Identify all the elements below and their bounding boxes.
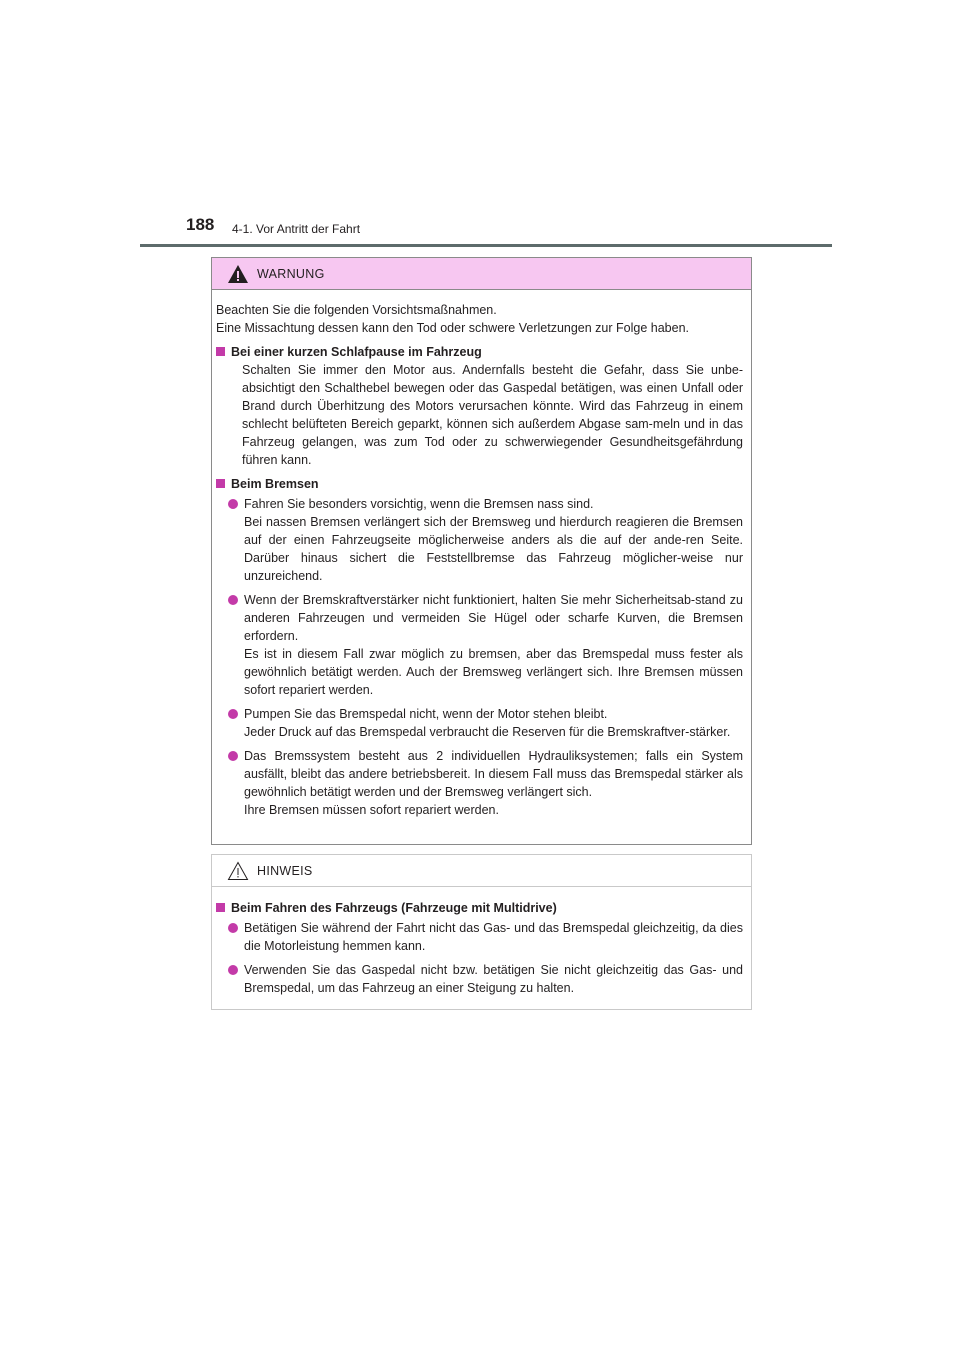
warning-subhead-brakes [216,475,743,493]
notice-body [212,887,751,997]
page-number: 188 [186,215,215,234]
notice-box [211,854,752,1010]
square-bullet-icon [216,903,225,912]
subhead-text: Bei einer kurzen Schlafpause im Fahrzeug [231,345,482,359]
bullet-line: Jeder Druck auf das Bremspedal verbraucht die Reserven für die Bremskraftver-stärker. [244,725,731,739]
bullet-line: Ihre Bremsen müssen sofort repariert werden. [244,803,499,817]
list-item [216,747,743,819]
warning-subhead-sleep [216,343,743,361]
section-title: 4-1. Vor Antritt der Fahrt [232,222,361,236]
bullet-dot-icon [228,709,238,719]
header-rule [140,244,832,247]
sleep-text: Schalten Sie immer den Motor aus. Andernfalls besteht die Gefahr, dass Sie unbe-absichtigt den Schalthebel bewegen oder das Gaspedal betätigen, was einen Unfall oder Brand durch Überhitzung des Motors verursachen könnte. Wird das Fahrzeug in einem schlecht belüfteten Bereich geparkt, können sich außerdem Abgase sam-meln und in das Fahrzeug gelangen, was zum Tod oder zu schwerwiegender Gesundheitsgefährdung führen kann. [242,363,743,467]
square-bullet-icon [216,479,225,488]
bullet-line: Fahren Sie besonders vorsichtig, wenn die Bremsen nass sind. [244,497,594,511]
subhead-text: Beim Bremsen [231,477,319,491]
notice-header [212,855,751,887]
square-bullet-icon [216,347,225,356]
bullet-line: Wenn der Bremskraftverstärker nicht funktioniert, halten Sie mehr Sicherheitsab-stand zu anderen Fahrzeugen und vermeiden Sie Hügel oder scharfe Kurven, die Bremsen erfordern. [244,593,743,643]
list-item [216,961,743,997]
bullet-dot-icon [228,499,238,509]
bullet-line: Betätigen Sie während der Fahrt nicht das Gas- und das Bremspedal gleichzeitig, da dies die Motorleistung hemmen kann. [244,921,743,953]
subhead-text: Beim Fahren des Fahrzeugs (Fahrzeuge mit Multidrive) [231,901,557,915]
bullet-dot-icon [228,751,238,761]
list-item [216,495,743,585]
warning-intro-1: Beachten Sie die folgenden Vorsichtsmaßnahmen. [216,303,497,317]
bullet-dot-icon [228,923,238,933]
bullet-line: Bei nassen Bremsen verlängert sich der Bremsweg und hierdurch reagieren die Bremsen auf der einen Fahrzeugseite möglicherweise anders als die auf der ande-ren Seite. Darüber hinaus sichert die Feststellbremse das Fahrzeug möglicher-weise nur unzureichend. [244,515,743,583]
notice-subhead [216,899,743,917]
caution-triangle-icon [227,861,249,881]
warning-header [212,258,751,290]
warning-intro-2: Eine Missachtung dessen kann den Tod oder schwere Verletzungen zur Folge haben. [216,321,689,335]
bullet-line: Pumpen Sie das Bremspedal nicht, wenn der Motor stehen bleibt. [244,707,608,721]
bullet-dot-icon [228,965,238,975]
list-item [216,705,743,741]
bullet-line: Das Bremssystem besteht aus 2 individuellen Hydrauliksystemen; falls ein System ausfällt, bleibt das andere betriebsbereit. In diesem Fall muss das Bremspedal stärker als gewöhnlich betätigt werden und der Bremsweg verlängert sich. [244,749,743,799]
notice-title: HINWEIS [257,863,313,878]
warning-triangle-icon [227,264,249,284]
bullet-line: Es ist in diesem Fall zwar möglich zu bremsen, aber das Bremspedal muss fester als gewöhnlich betätigt werden. Auch der Bremsweg verlängert sich. Ihre Bremsen müssen sofort repariert werden. [244,647,743,697]
bullet-dot-icon [228,595,238,605]
list-item [216,591,743,699]
warning-body [212,290,751,819]
warning-title: WARNUNG [257,266,325,281]
list-item [216,919,743,955]
bullet-line: Verwenden Sie das Gaspedal nicht bzw. betätigen Sie nicht gleichzeitig das Gas- und Bremspedal, um das Fahrzeug an einer Steigung zu halten. [244,963,743,995]
warning-box [211,257,752,845]
